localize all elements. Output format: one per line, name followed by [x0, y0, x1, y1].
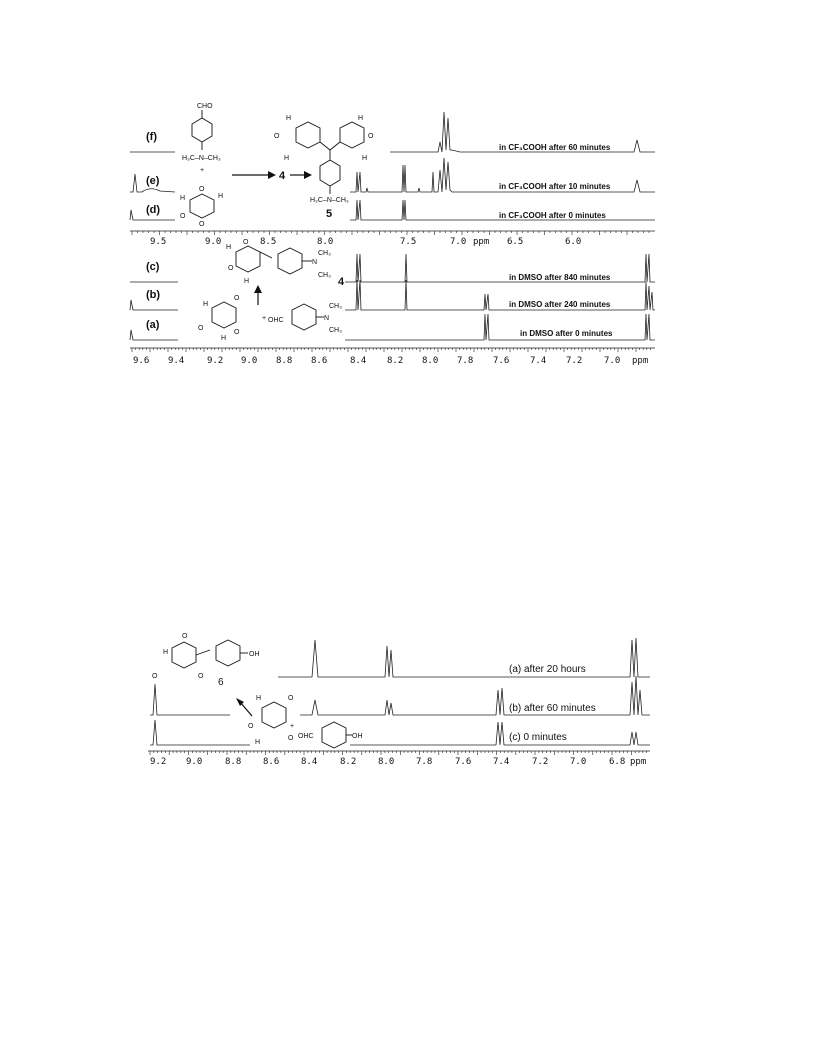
product-6-label: 6 — [218, 677, 224, 688]
tick-label-9.0: 9.0 — [241, 356, 258, 366]
tick-label-7.6: 7.6 — [493, 356, 510, 366]
fig2-trace-b-left — [150, 684, 230, 715]
product-5-label: 5 — [326, 208, 333, 220]
tick-label-7.4: 7.4 — [530, 356, 547, 366]
condition-label-f: in CF₃COOH after 60 minutes — [499, 143, 611, 152]
condition-label-c: in DMSO after 840 minutes — [509, 273, 611, 282]
axis-unit-bottom: ppm — [632, 356, 649, 366]
trace-b-left-segment — [130, 300, 178, 310]
hydroxybenzaldehyde-ring — [322, 722, 346, 748]
product-4-label: 4 — [338, 276, 345, 288]
reaction-arrow-2-head — [304, 171, 312, 179]
svg-text:O: O — [288, 695, 294, 702]
svg-text:H₃C–N–CH₃: H₃C–N–CH₃ — [310, 197, 349, 204]
trace-label-b: (b) — [146, 289, 161, 301]
trace-label-f: (f) — [146, 131, 157, 143]
ohc-label-bottom: OHC — [268, 317, 284, 324]
svg-text:H: H — [221, 335, 227, 342]
tick-label-7.0: 7.0 — [450, 237, 467, 247]
tick-label-7.0: 7.0 — [604, 356, 621, 366]
svg-text:H: H — [218, 193, 224, 200]
svg-text:O: O — [198, 673, 204, 680]
fig2-tick-8.6: 8.6 — [263, 757, 280, 767]
svg-text:H: H — [362, 155, 368, 162]
fig2-tick-7.8: 7.8 — [416, 757, 433, 767]
tick-label-8.0: 8.0 — [317, 237, 334, 247]
svg-text:O: O — [243, 239, 249, 246]
trace-label-e: (e) — [146, 175, 160, 187]
intermediate-4-label: 4 — [279, 170, 286, 182]
fig2-tick-8.2: 8.2 — [340, 757, 357, 767]
aldehyde-ring-bottom — [292, 304, 316, 330]
plus-sign-top: + — [200, 167, 205, 174]
fig2-axis — [148, 751, 650, 767]
plus-sign-bottom: + — [262, 315, 267, 322]
condition-label-a: in DMSO after 0 minutes — [520, 329, 613, 338]
condition-label-e: in CF₃COOH after 10 minutes — [499, 182, 611, 191]
fig2-reaction-scheme — [152, 633, 363, 748]
trace-label-c: (c) — [146, 261, 160, 273]
axis-unit-top: ppm — [473, 237, 490, 247]
figure1-top-panel — [130, 103, 655, 247]
svg-text:N: N — [324, 315, 330, 322]
svg-text:H: H — [358, 115, 364, 122]
svg-text:CH₃: CH₃ — [318, 272, 331, 279]
tick-label-7.2: 7.2 — [566, 356, 583, 366]
top-reaction-scheme — [180, 103, 374, 228]
fig2-oh-label: OH — [352, 733, 363, 740]
cho-label: CHO — [197, 103, 213, 110]
tick-label-8.0: 8.0 — [422, 356, 439, 366]
bottom-axis — [130, 348, 655, 366]
fig2-tick-9.0: 9.0 — [186, 757, 203, 767]
fig2-tick-7.2: 7.2 — [532, 757, 549, 767]
trace-a-left-segment — [130, 330, 178, 340]
tick-label-9.4: 9.4 — [168, 356, 185, 366]
svg-text:O: O — [274, 133, 280, 140]
svg-text:CH₃: CH₃ — [318, 250, 331, 257]
reaction-arrow-up-head — [254, 285, 262, 293]
fig2-axis-unit: ppm — [630, 757, 647, 767]
svg-text:H: H — [163, 649, 169, 656]
svg-text:CH₃: CH₃ — [329, 327, 342, 334]
reaction-arrow-1-head — [268, 171, 276, 179]
fig2-tick-7.0: 7.0 — [570, 757, 587, 767]
fig2-trace-label-a: (a) after 20 hours — [509, 664, 586, 675]
condition-label-b: in DMSO after 240 minutes — [509, 300, 611, 309]
bottom-reaction-scheme — [198, 239, 345, 342]
fig2-trace-a — [278, 638, 650, 677]
dimethylaminobenzaldehyde-structure — [182, 103, 221, 174]
svg-text:H: H — [256, 695, 262, 702]
tick-label-9.0: 9.0 — [205, 237, 222, 247]
svg-text:O: O — [234, 329, 240, 336]
fig2-tick-8.4: 8.4 — [301, 757, 318, 767]
figure1-bottom-panel — [130, 239, 655, 366]
tick-label-9.5: 9.5 — [150, 237, 167, 247]
barbituric-acid-structure — [180, 186, 223, 228]
svg-text:O: O — [248, 723, 254, 730]
fig2-tick-8.8: 8.8 — [225, 757, 242, 767]
svg-text:H: H — [244, 278, 250, 285]
trace-label-d: (d) — [146, 204, 161, 216]
tick-label-7.5: 7.5 — [400, 237, 417, 247]
product-5-structure — [274, 115, 374, 220]
trace-label-a: (a) — [146, 319, 160, 331]
product-6-structure — [152, 633, 260, 688]
barbituric-acid-bottom-structure — [198, 295, 240, 342]
svg-text:OH: OH — [249, 651, 260, 658]
svg-text:H: H — [226, 244, 232, 251]
condition-label-d: in CF₃COOH after 0 minutes — [499, 211, 606, 220]
svg-text:O: O — [368, 133, 374, 140]
svg-text:O: O — [234, 295, 240, 302]
tick-label-9.2: 9.2 — [207, 356, 224, 366]
fig2-ohc-label: OHC — [298, 733, 314, 740]
tick-label-6.0: 6.0 — [565, 237, 582, 247]
svg-text:CH₃: CH₃ — [329, 303, 342, 310]
svg-text:O: O — [198, 325, 204, 332]
tick-label-8.2: 8.2 — [387, 356, 404, 366]
svg-text:H: H — [203, 301, 209, 308]
svg-text:O: O — [182, 633, 188, 640]
svg-text:O: O — [228, 265, 234, 272]
fig2-tick-8.0: 8.0 — [378, 757, 395, 767]
figure2-panel — [148, 633, 650, 767]
tick-label-6.5: 6.5 — [507, 237, 524, 247]
fig2-trace-label-c: (c) 0 minutes — [509, 732, 567, 743]
tick-label-8.8: 8.8 — [276, 356, 293, 366]
svg-text:O: O — [199, 186, 205, 193]
svg-text:O: O — [199, 221, 205, 228]
tick-label-9.6: 9.6 — [133, 356, 150, 366]
svg-text:H: H — [180, 195, 186, 202]
fig2-trace-label-b: (b) after 60 minutes — [509, 703, 596, 714]
svg-text:H: H — [255, 739, 261, 746]
svg-text:H: H — [286, 115, 292, 122]
tick-label-8.5: 8.5 — [260, 237, 277, 247]
top-axis — [130, 231, 655, 247]
svg-text:H: H — [284, 155, 290, 162]
svg-text:N: N — [312, 259, 318, 266]
barbituric-acid-fig2-structure — [248, 695, 294, 746]
tick-label-8.6: 8.6 — [311, 356, 328, 366]
tick-label-8.4: 8.4 — [350, 356, 367, 366]
svg-text:O: O — [152, 673, 158, 680]
fig2-trace-b-right — [300, 676, 650, 715]
fig2-plus-sign: + — [290, 723, 295, 730]
nme2-label: H₃C–N–CH₃ — [182, 155, 221, 162]
svg-text:O: O — [288, 735, 294, 742]
svg-text:O: O — [180, 213, 186, 220]
fig2-tick-7.6: 7.6 — [455, 757, 472, 767]
fig2-tick-9.2: 9.2 — [150, 757, 167, 767]
fig2-tick-6.8: 6.8 — [609, 757, 626, 767]
fig2-tick-7.4: 7.4 — [493, 757, 510, 767]
tick-label-7.8: 7.8 — [457, 356, 474, 366]
fig2-trace-c — [150, 720, 650, 745]
